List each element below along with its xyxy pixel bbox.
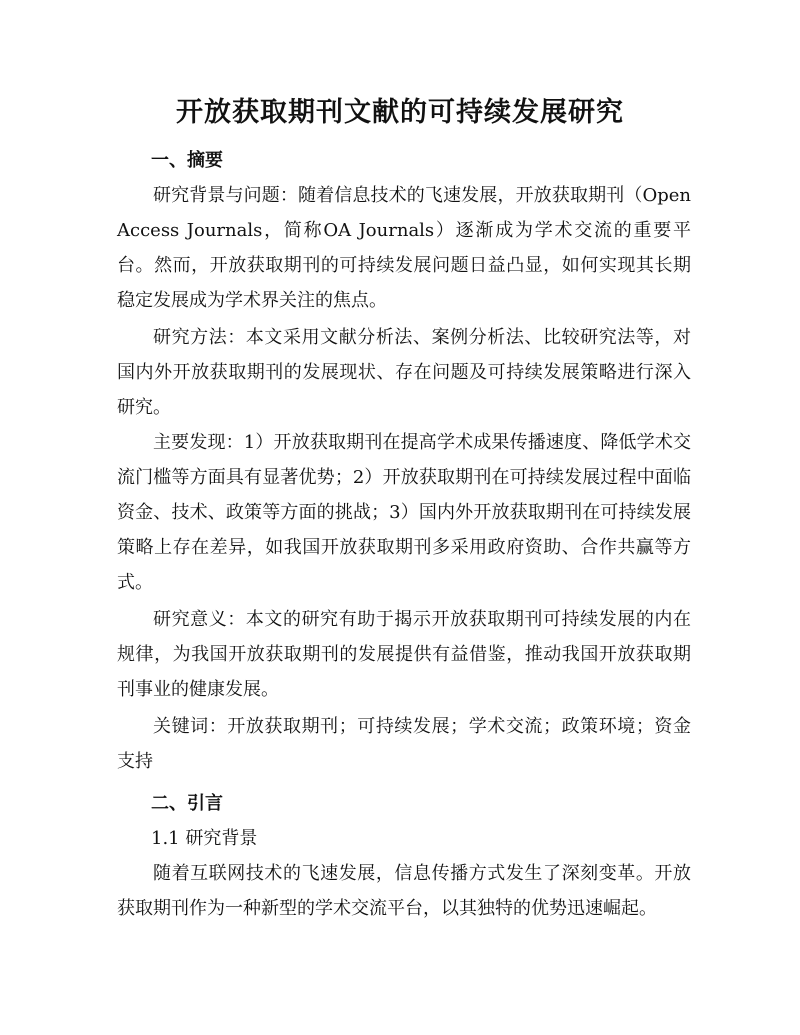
introduction-paragraph: 随着互联网技术的飞速发展，信息传播方式发生了深刻变革。开放获取期刊作为一种新型的学术交流平台，以其独特的优势迅速崛起。 (117, 863, 691, 919)
abstract-significance-paragraph: 研究意义：本文的研究有助于揭示开放获取期刊可持续发展的内在规律，为我国开放获取期刊的发展提供有益借鉴，推动我国开放获取期刊事业的健康发展。 (117, 609, 691, 700)
document-title: 开放获取期刊文献的可持续发展研究 (176, 97, 624, 128)
subsection-heading-background: 1.1 研究背景 (151, 828, 258, 849)
abstract-findings-paragraph: 主要发现：1）开放获取期刊在提高学术成果传播速度、降低学术交流门槛等方面具有显著优势；2）开放获取期刊在可持续发展过程中面临资金、技术、政策等方面的挑战；3）国内外开放获取期刊在可持续发展策略上存在差异，如我国开放获取期刊多采用政府资助、合作共赢等方式。 (117, 432, 691, 593)
abstract-methods-paragraph: 研究方法：本文采用文献分析法、案例分析法、比较研究法等，对国内外开放获取期刊的发展现状、存在问题及可持续发展策略进行深入研究。 (117, 327, 691, 418)
section-heading-abstract: 一、摘要 (151, 150, 223, 171)
keywords-paragraph: 关键词：开放获取期刊；可持续发展；学术交流；政策环境；资金支持 (117, 716, 691, 772)
section-heading-introduction: 二、引言 (151, 793, 223, 814)
abstract-background-paragraph: 研究背景与问题：随着信息技术的飞速发展，开放获取期刊（Open Access Journals，简称OA Journals）逐渐成为学术交流的重要平台。然而，开放获取期刊的可持续发展问题日益凸显，如何实现其长期稳定发展成为学术界关注的焦点。 (117, 185, 691, 311)
